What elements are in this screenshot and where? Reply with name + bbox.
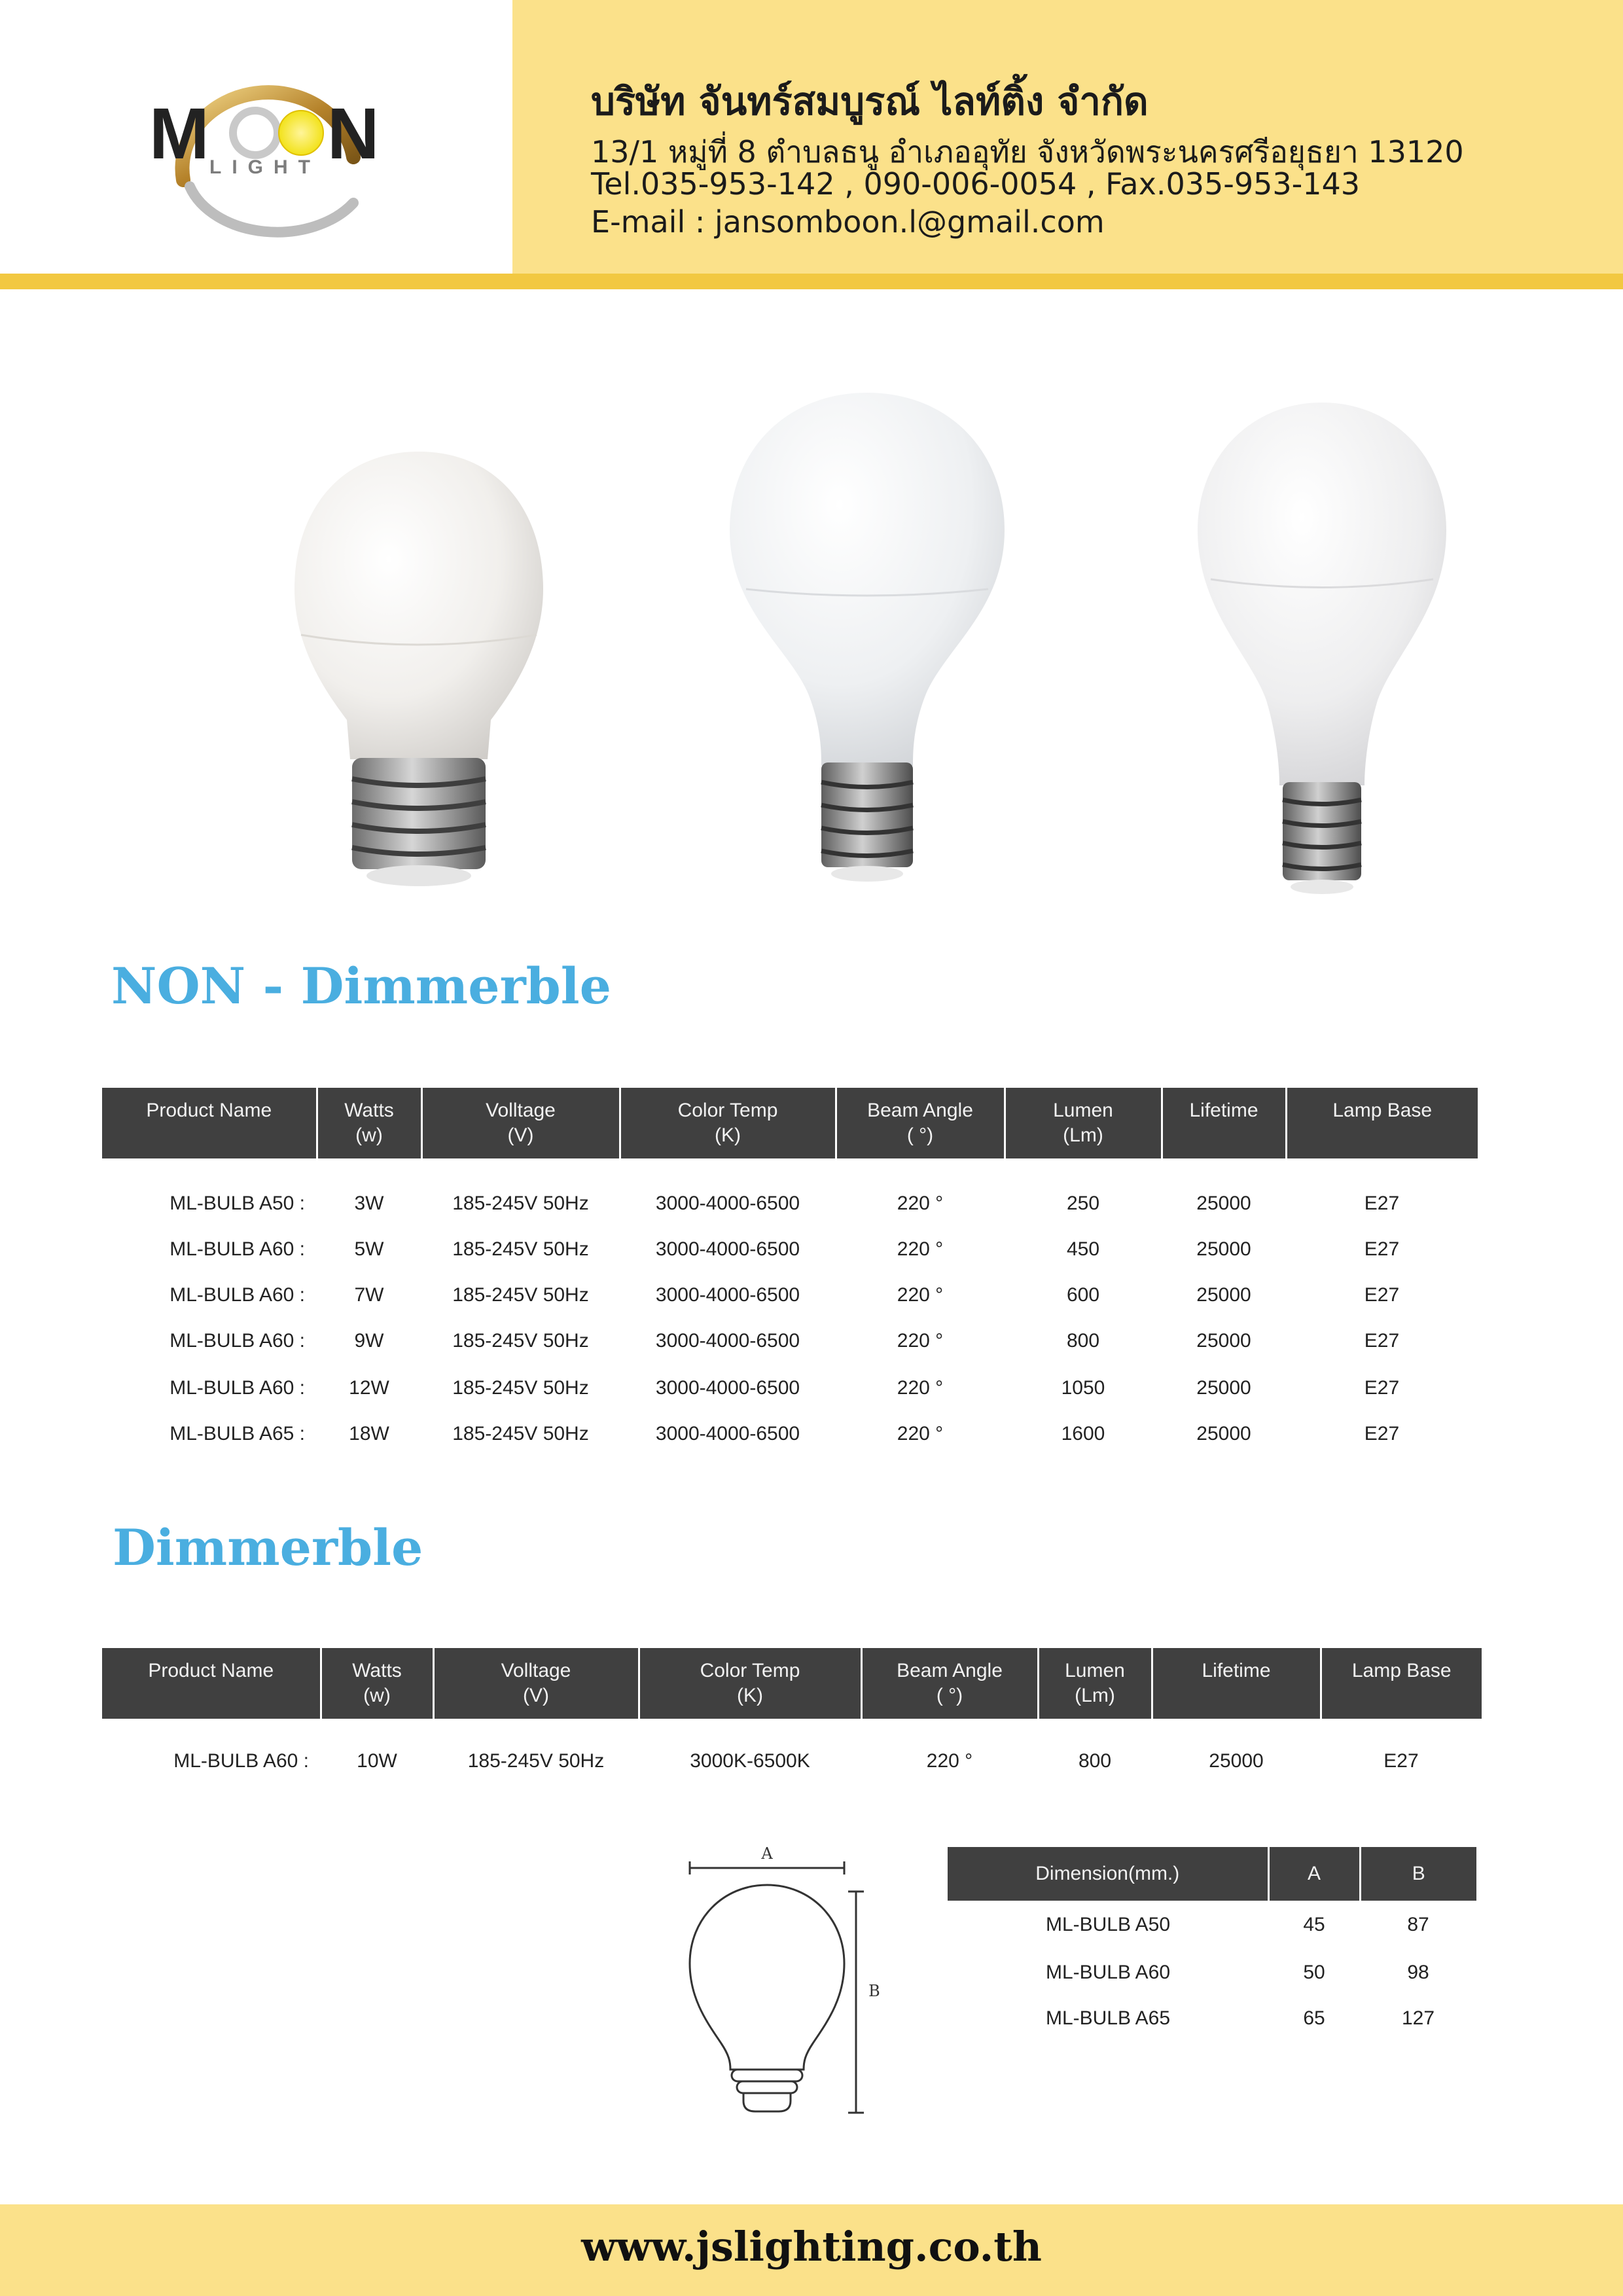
- dimension-header-row: [948, 1847, 1476, 1901]
- bulb-a60-image: [723, 386, 1011, 897]
- cell-lamp-base: E27: [1364, 1423, 1400, 1444]
- cell-beam-angle: 220 °: [897, 1193, 944, 1214]
- dimmable-spec-table: [102, 1648, 1482, 1772]
- col-header-watts: Watts (w): [317, 1088, 421, 1158]
- col-header-lumen: Lumen (Lm): [1038, 1648, 1152, 1719]
- cell-product-name: ML-BULB A50 :: [169, 1193, 305, 1214]
- cell-product-name: ML-BULB A60 :: [169, 1284, 305, 1306]
- dimension-table: [948, 1847, 1476, 2041]
- cell-voltage: 185-245V 50Hz: [452, 1330, 589, 1352]
- table-row: [102, 1261, 1478, 1306]
- table-row: [948, 1949, 1476, 1996]
- cell-lifetime: 25000: [1196, 1377, 1251, 1399]
- cell-lumen: 450: [1066, 1238, 1100, 1260]
- col-header-beam-angle: Beam Angle ( °): [861, 1648, 1038, 1719]
- dimension-label-b: B: [868, 1982, 880, 2000]
- col-header-lifetime: Lifetime: [1152, 1648, 1321, 1719]
- non-dimmable-spec-table: [102, 1088, 1478, 1445]
- spec-header-row: [102, 1088, 1478, 1158]
- cell-color-temp: 3000-4000-6500: [655, 1193, 800, 1214]
- cell-lumen: 800: [1066, 1330, 1100, 1352]
- cell-lamp-base: E27: [1383, 1750, 1419, 1772]
- cell-voltage: 185-245V 50Hz: [452, 1423, 589, 1444]
- cell-beam-angle: 220 °: [897, 1423, 944, 1444]
- cell-product-name: ML-BULB A60 :: [173, 1750, 309, 1772]
- table-row: [102, 1306, 1478, 1352]
- dimmable-title: Dimmerble: [113, 1518, 423, 1577]
- col-header-watts: Watts (w): [321, 1648, 433, 1719]
- cell-voltage: 185-245V 50Hz: [452, 1284, 589, 1306]
- cell-b: 98: [1407, 1962, 1429, 1983]
- cell-voltage: 185-245V 50Hz: [452, 1238, 589, 1260]
- header-strip: [0, 274, 1623, 289]
- cell-lamp-base: E27: [1364, 1330, 1400, 1352]
- cell-watts: 18W: [349, 1423, 389, 1444]
- cell-watts: 5W: [354, 1238, 384, 1260]
- cell-product-name: ML-BULB A60 :: [169, 1238, 305, 1260]
- cell-watts: 12W: [349, 1377, 389, 1399]
- table-row: [102, 1215, 1478, 1261]
- table-row: [102, 1399, 1478, 1445]
- svg-text:N: N: [327, 94, 380, 174]
- cell-watts: 3W: [354, 1193, 384, 1214]
- dimension-label-a: A: [761, 1844, 773, 1863]
- cell-lumen: 800: [1078, 1750, 1112, 1772]
- bulb-dimension-diagram: [674, 1839, 910, 2121]
- moon-light-logo: [137, 46, 412, 249]
- col-header-product-name: Product Name: [102, 1088, 317, 1158]
- cell-lifetime: 25000: [1196, 1238, 1251, 1260]
- company-phone: Tel.035-953-142 , 090-006-0054 , Fax.035-953-143: [591, 166, 1361, 202]
- col-header-beam-angle: Beam Angle ( °): [836, 1088, 1005, 1158]
- cell-lamp-base: E27: [1364, 1193, 1400, 1214]
- cell-color-temp: 3000K-6500K: [690, 1750, 810, 1772]
- table-row: [102, 1352, 1478, 1399]
- table-row: [102, 1719, 1482, 1772]
- cell-lamp-base: E27: [1364, 1238, 1400, 1260]
- cell-watts: 9W: [354, 1330, 384, 1352]
- table-row: [102, 1158, 1478, 1215]
- cell-a: 50: [1303, 1962, 1325, 1983]
- svg-text:LIGHT: LIGHT: [209, 156, 321, 178]
- col-header-voltage: Volltage (V): [421, 1088, 620, 1158]
- cell-color-temp: 3000-4000-6500: [655, 1238, 800, 1260]
- company-address: 13/1 หมู่ที่ 8 ตำบลธนู อำเภออุทัย จังหวัดพระนครศรีอยุธยา 13120: [591, 134, 1464, 170]
- cell-product-name: ML-BULB A65 :: [169, 1423, 305, 1444]
- cell-lifetime: 25000: [1196, 1284, 1251, 1306]
- col-header-lifetime: Lifetime: [1162, 1088, 1286, 1158]
- cell-lumen: 600: [1066, 1284, 1100, 1306]
- cell-beam-angle: 220 °: [897, 1238, 944, 1260]
- cell-beam-angle: 220 °: [897, 1284, 944, 1306]
- cell-color-temp: 3000-4000-6500: [655, 1284, 800, 1306]
- cell-a: 65: [1303, 2007, 1325, 2029]
- col-header-dimension: Dimension(mm.): [948, 1847, 1268, 1901]
- cell-b: 87: [1407, 1914, 1429, 1935]
- cell-lumen: 1600: [1061, 1423, 1105, 1444]
- bulb-a50-image: [281, 439, 556, 910]
- col-header-a: A: [1268, 1847, 1360, 1901]
- table-row: [948, 1996, 1476, 2041]
- cell-lifetime: 25000: [1209, 1750, 1264, 1772]
- table-row: [948, 1901, 1476, 1949]
- cell-watts: 7W: [354, 1284, 384, 1306]
- cell-voltage: 185-245V 50Hz: [452, 1193, 589, 1214]
- company-name: บริษัท จันทร์สมบูรณ์ ไลท์ติ้ง จำกัด: [591, 79, 1149, 124]
- col-header-voltage: Volltage (V): [433, 1648, 639, 1719]
- cell-voltage: 185-245V 50Hz: [467, 1750, 605, 1772]
- cell-model: ML-BULB A50: [1045, 1914, 1171, 1935]
- col-header-lumen: Lumen (Lm): [1005, 1088, 1162, 1158]
- col-header-lamp-base: Lamp Base: [1321, 1648, 1482, 1719]
- svg-text:MOON LIGHT: MOON LIGHT: [272, 242, 277, 243]
- cell-lumen: 1050: [1061, 1377, 1105, 1399]
- cell-beam-angle: 220 °: [897, 1377, 944, 1399]
- cell-a: 45: [1303, 1914, 1325, 1935]
- col-header-b: B: [1360, 1847, 1476, 1901]
- cell-color-temp: 3000-4000-6500: [655, 1423, 800, 1444]
- bulb-a65-image: [1191, 399, 1453, 903]
- cell-voltage: 185-245V 50Hz: [452, 1377, 589, 1399]
- cell-product-name: ML-BULB A60 :: [169, 1330, 305, 1352]
- company-email: E-mail : jansomboon.l@gmail.com: [591, 204, 1105, 240]
- cell-lamp-base: E27: [1364, 1377, 1400, 1399]
- cell-lamp-base: E27: [1364, 1284, 1400, 1306]
- cell-model: ML-BULB A65: [1045, 2007, 1171, 2029]
- cell-model: ML-BULB A60: [1045, 1962, 1171, 1983]
- cell-lifetime: 25000: [1196, 1193, 1251, 1214]
- cell-lifetime: 25000: [1196, 1423, 1251, 1444]
- col-header-color-temp: Color Temp (K): [620, 1088, 836, 1158]
- non-dimmable-title: NON - Dimmerble: [111, 957, 611, 1015]
- website-link[interactable]: www.jslighting.co.th: [581, 2223, 1042, 2270]
- col-header-lamp-base: Lamp Base: [1286, 1088, 1478, 1158]
- cell-beam-angle: 220 °: [897, 1330, 944, 1352]
- cell-color-temp: 3000-4000-6500: [655, 1330, 800, 1352]
- cell-color-temp: 3000-4000-6500: [655, 1377, 800, 1399]
- col-header-color-temp: Color Temp (K): [639, 1648, 861, 1719]
- cell-product-name: ML-BULB A60 :: [169, 1377, 305, 1399]
- cell-b: 127: [1401, 2007, 1435, 2029]
- svg-text:M: M: [149, 94, 209, 174]
- cell-watts: 10W: [357, 1750, 397, 1772]
- col-header-product-name: Product Name: [102, 1648, 321, 1719]
- cell-beam-angle: 220 °: [926, 1750, 973, 1772]
- cell-lumen: 250: [1066, 1193, 1100, 1214]
- cell-lifetime: 25000: [1196, 1330, 1251, 1352]
- spec-header-row: [102, 1648, 1482, 1719]
